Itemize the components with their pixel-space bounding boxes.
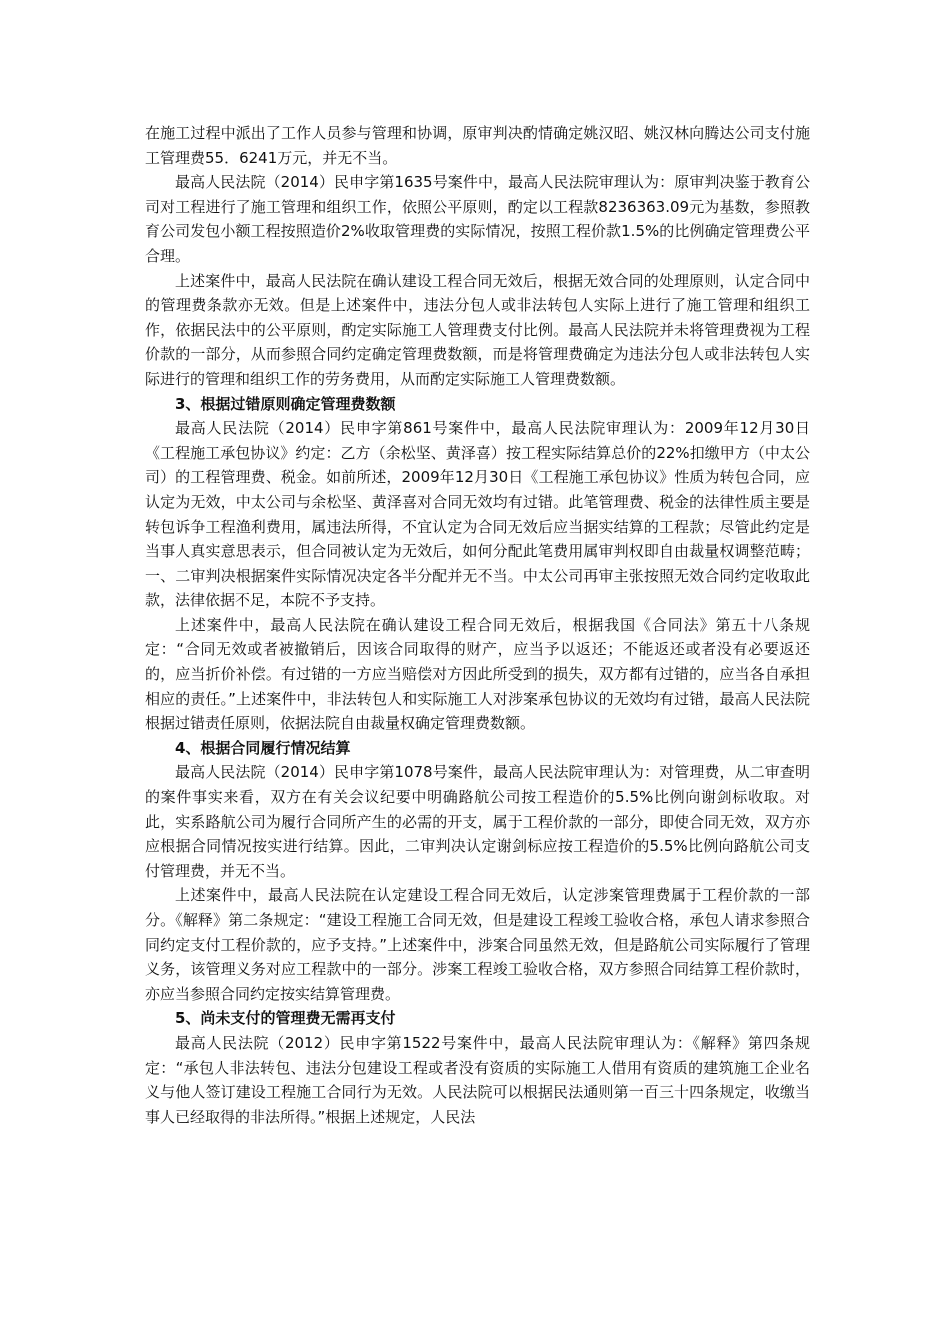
document-page [145,121,810,1129]
paragraph-continuation: 在施工过程中派出了工作人员参与管理和协调，原审判决酌情确定姚汉昭、姚汉林向腾达公司支付施工管理费55．6241万元，并无不当。 [145,124,810,167]
section-heading-3: 3、根据过错原则确定管理费数额 [175,394,396,413]
section-heading-5: 5、尚未支付的管理费无需再支付 [175,1009,396,1028]
paragraph-analysis-1: 上述案件中，最高人民法院在确认建设工程合同无效后，根据无效合同的处理原则，认定合同中的管理费条款亦无效。但是上述案件中，违法分包人或非法转包人实际上进行了施工管理和组织工作，依据民法中的公平原则，酌定实际施工人管理费支付比例。最高人民法院并未将管理费视为工程价款的一部分，从而参照合同约定确定管理费数额，而是将管理费确定为违法分包人或非法转包人实际进行的管理和组织工作的劳务费用，从而酌定实际施工人管理费数额。 [145,271,810,388]
paragraph-analysis-2: 上述案件中，最高人民法院在确认建设工程合同无效后，根据我国《合同法》第五十八条规定：“合同无效或者被撤销后，因该合同取得的财产，应当予以返还；不能返还或者没有必要返还的，应当折价补偿。有过错的一方应当赔偿对方因此所受到的损失，双方都有过错的，应当各自承担相应的责任。”上述案件中，非法转包人和实际施工人对涉案承包协议的无效均有过错，最高人民法院根据过错责任原则，依据法院自由裁量权确定管理费数额。 [145,615,810,733]
paragraph-case-1522: 最高人民法院（2012）民申字第1522号案件中，最高人民法院审理认为：《解释》第四条规定：“承包人非法转包、违法分包建设工程或者没有资质的实际施工人借用有资质的建筑施工企业名义与他人签订建设工程施工合同行为无效。人民法院可以根据民法通则第一百三十四条规定，收缴当事人已经取得的非法所得。”根据上述规定，人民法 [145,1033,810,1126]
section-heading-4: 4、根据合同履行情况结算 [175,738,351,757]
paragraph-analysis-3: 上述案件中，最高人民法院在认定建设工程合同无效后，认定涉案管理费属于工程价款的一部分。《解释》第二条规定：“建设工程施工合同无效，但是建设工程竣工验收合格，承包人请求参照合同约定支付工程价款的，应予支持。”上述案件中，涉案合同虽然无效，但是路航公司实际履行了管理义务，该管理义务对应工程款中的一部分。涉案工程竣工验收合格，双方参照合同结算工程价款时，亦应当参照合同约定按实结算管理费。 [145,886,810,1003]
paragraph-case-1078: 最高人民法院（2014）民申字第1078号案件，最高人民法院审理认为：对管理费，从二审查明的案件事实来看，双方在有关会议纪要中明确路航公司按工程造价的5.5%比例向谢剑标收取。对此，实系路航公司为履行合同所产生的必需的开支，属于工程价款的一部分，即使合同无效，双方亦应根据合同情况按实进行结算。因此，二审判决认定谢剑标应按工程造价的5.5%比例向路航公司支付管理费，并无不当。 [145,763,810,880]
paragraph-case-861: 最高人民法院（2014）民申字第861号案件中，最高人民法院审理认为：2009年12月30日《工程施工承包协议》约定：乙方（余松坚、黄泽喜）按工程实际结算总价的22%扣缴甲方（中太公司）的工程管理费、税金。如前所述，2009年12月30日《工程施工承包协议》性质为转包合同，应认定为无效，中太公司与余松坚、黄泽喜对合同无效均有过错。此笔管理费、税金的法律性质主要是转包诉争工程渔利费用，属违法所得，不宜认定为合同无效后应当据实结算的工程款；尽管此约定是当事人真实意思表示，但合同被认定为无效后，如何分配此笔费用属审判权即自由裁量权调整范畴；一、二审判决根据案件实际情况决定各半分配并无不当。中太公司再审主张按照无效合同约定收取此款，法律依据不足，本院不予支持。 [145,419,810,610]
paragraph-case-1635: 最高人民法院（2014）民申字第1635号案件中，最高人民法院审理认为：原审判决鉴于教育公司对工程进行了施工管理和组织工作，依照公平原则，酌定以工程款8236363.09元为基数，参照教育公司发包小额工程按照造价2%收取管理费的实际情况，按照工程价款1.5%的比例确定管理费公平合理。 [145,173,810,265]
